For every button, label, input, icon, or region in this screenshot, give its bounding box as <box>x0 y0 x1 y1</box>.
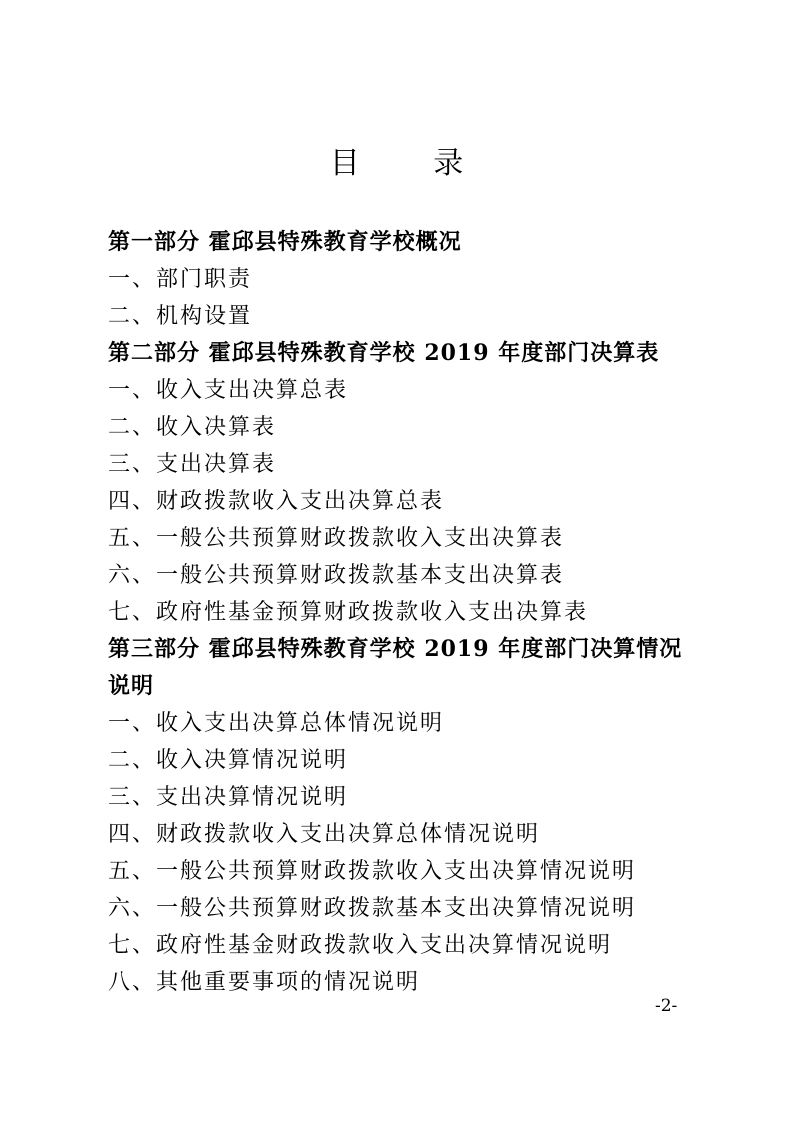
toc-part-heading: 第一部分 霍邱县特殊教育学校概况 <box>108 229 462 255</box>
page-title: 目 录 <box>329 146 496 181</box>
toc-part-heading: 第二部分 霍邱县特殊教育学校 2019 年度部门决算表 <box>108 340 660 366</box>
toc-item: 四、财政拨款收入支出决算总体情况说明 <box>108 822 541 847</box>
toc-item: 五、一般公共预算财政拨款收入支出决算表 <box>108 526 565 551</box>
toc-item: 五、一般公共预算财政拨款收入支出决算情况说明 <box>108 859 637 884</box>
toc-item: 一、部门职责 <box>108 267 253 292</box>
toc-item: 二、机构设置 <box>108 304 253 329</box>
toc-item: 二、收入决算表 <box>108 415 277 440</box>
toc-item: 一、收入支出决算总体情况说明 <box>108 711 445 736</box>
toc-part-heading: 第三部分 霍邱县特殊教育学校 2019 年度部门决算情况 <box>108 636 683 662</box>
toc-item: 八、其他重要事项的情况说明 <box>108 970 421 995</box>
page-number: -2- <box>655 996 678 1016</box>
toc-item: 七、政府性基金财政拨款收入支出决算情况说明 <box>108 933 613 958</box>
toc-item: 三、支出决算情况说明 <box>108 785 349 810</box>
toc-item: 六、一般公共预算财政拨款基本支出决算表 <box>108 563 565 588</box>
toc-item: 一、收入支出决算总表 <box>108 378 349 403</box>
toc-part-heading-continued: 说明 <box>108 673 155 699</box>
toc-item: 二、收入决算情况说明 <box>108 748 349 773</box>
toc-item: 七、政府性基金预算财政拨款收入支出决算表 <box>108 600 589 625</box>
table-of-contents <box>108 224 708 1001</box>
toc-item: 六、一般公共预算财政拨款基本支出决算情况说明 <box>108 896 637 921</box>
toc-item: 四、财政拨款收入支出决算总表 <box>108 489 445 514</box>
toc-item: 三、支出决算表 <box>108 452 277 477</box>
